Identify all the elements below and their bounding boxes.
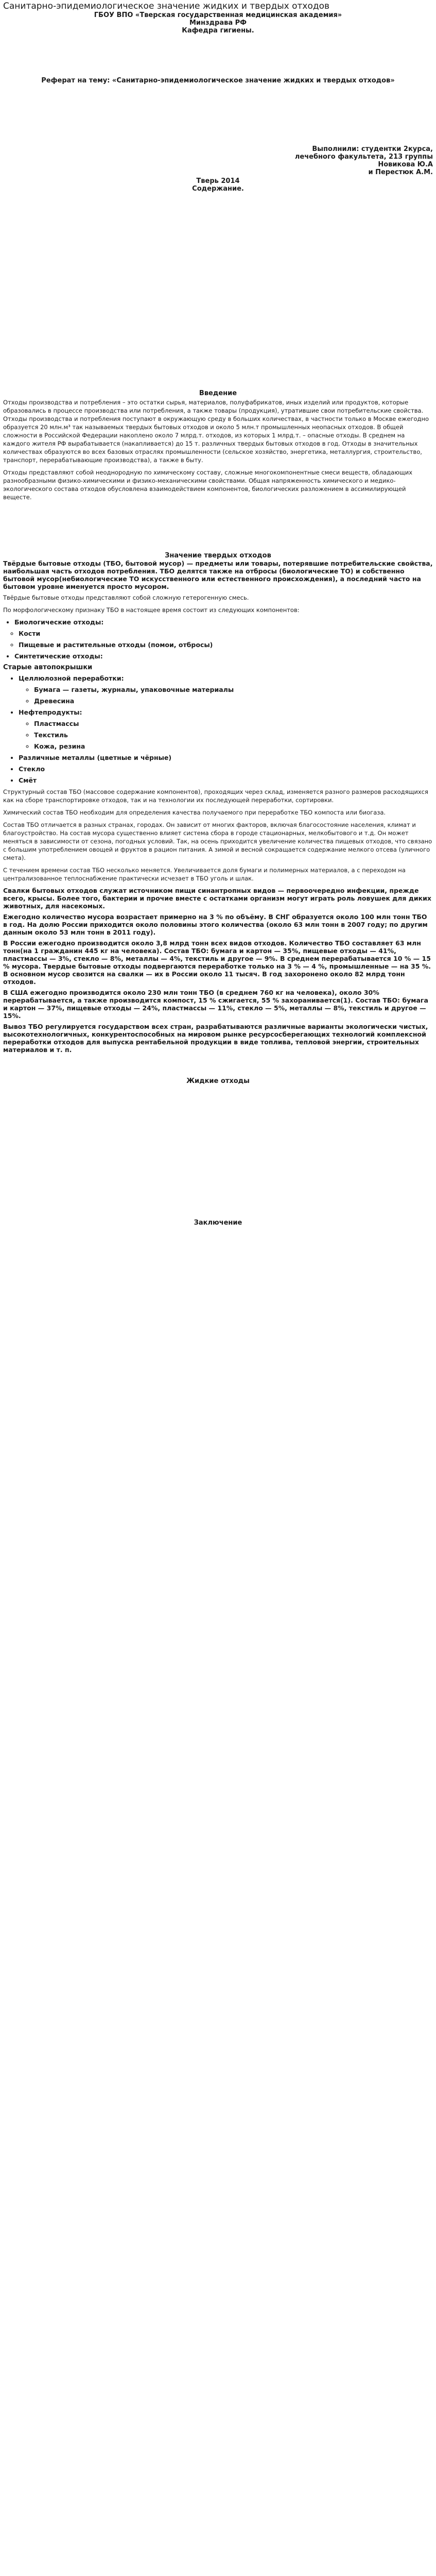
composition-paragraph: Состав ТБО отличается в разных странах, городах. Он зависит от многих факторов, включая благосостояние населения, климат и благоустройство. На состав мусора существенно влияет система сбора в городе стационарных, мелкобытового и т.д. Он может меняться в зависимости от сезона, погодных условий. Так, на осень приходится увеличение количества пищевых отходов, что связано с большим употреблением овощей и фруктов в рацион питания. А зимой и весной сокращается содержание мелкого отсева (уличного смета). [3, 821, 432, 861]
document-page [0, 1, 436, 1345]
list-item: • Различные металлы (цветные и чёрные) [19, 754, 433, 762]
institution-line-1: ГБОУ ВПО «Тверская государственная медицинская академия» [94, 11, 342, 19]
bold-paragraph: В США ежегодно производится около 230 млн тонн ТБО (в среднем 760 кг на человека), около 30% перерабатывается, а также производится компост, 15 % сжигается, 55 % захоранивается(1). Состав ТБО: бумага и картон — 37%, пищевые отходы — 24%, пластмассы — 11%, стекло — 5%, металлы — 8%, текстиль и другое — 15%. [3, 989, 428, 1020]
bold-paragraph: Вывоз ТБО регулируется государством всех стран, разрабатываются различные варианты экологически чистых, высокотехнологичных, конкурентоспособных на мировом рынке ресурсосберегающих технологий комплексной переработки отходов для выпуска рентабельной продукции в виде топлива, тепловой энергии, строительных материалов и т. п. [3, 1023, 428, 1054]
tbo-heading: Значение твердых отходов [165, 552, 271, 560]
list-item: ◦ Древесина [34, 697, 433, 705]
city-year: Тверь 2014 [196, 177, 240, 185]
contents-label: Содержание. [192, 185, 244, 193]
institution-line-2: Минздрава РФ [189, 19, 247, 27]
list-item: ◦ Пластмассы [34, 720, 433, 728]
list-item [19, 686, 433, 705]
list-item: • Синтетические отходы: [14, 652, 433, 660]
intro-paragraph-2: Отходы представляют собой неоднородную по химическому составу, сложные многокомпонентные смеси веществ, обладающих разнообразными физико-химическими и физико-механическими свойствами. Общая напряженность химического и медико-экологического состава отходов обусловлена взаимодействием компонентов, биологических разложением в ассимилирующей вещесте. [3, 469, 413, 501]
structure-paragraph: Структурный состав ТБО (массовое содержание компонентов), проходящих через склад, изменяется разного размеров расходящихся как на сборе транспортировке отходов, так и на технологии их последующей переработки, сортировки. [3, 788, 428, 804]
list-item: • Биологические отходы: [14, 618, 433, 626]
list-item: ◦ Бумага — газеты, журналы, упаковочные материалы [34, 686, 433, 694]
intro-paragraph-1: Отходы производства и потребления – это остатки сырья, материалов, полуфабрикатов, иных изделий или продуктов, которые образовались в процессе производства или потребления, а также товары (продукция), утратившие свои потребительские свойства. Отходы производства и потребления поступают в окружающую среду в больших количествах, в частности только в Москве ежегодно образуется 20 млн.м³ так называемых твердых бытовых отходов и около 5 млн.т промышленных неопасных отходов. В общей сложности в Российской Федерации накоплено около 7 млрд.т. отходов, из которых 1 млрд.т. – опасные отходы. В среднем на каждого жителя РФ вырабатывается (накапливается) до 15 т. различных твердых бытовых отходов в год. Отходы в значительных количествах образуются во всех базовых отраслях промышленности (сельское хозяйство, энергетика, металлургия, строительство, транспорт, перерабатывающие производства), а также в быту. [3, 399, 429, 464]
list-item: ◦ Пищевые и растительные отходы (помои, отбросы) [19, 641, 433, 649]
conclusion-heading: Заключение [194, 1219, 242, 1227]
tbo-paragraph: Твёрдые бытовые отходы представляют собой сложную гетерогенную смесь. [3, 594, 249, 601]
list-item: • Смёт [19, 776, 433, 785]
department-line: Кафедра гигиены. [182, 27, 254, 35]
authors-line-3: Новикова Ю.А [378, 161, 433, 168]
list-item [3, 630, 433, 649]
list-item: ◦ Кости [19, 630, 433, 638]
liquid-heading: Жидкие отходы [186, 1077, 250, 1085]
authors-line-2: лечебного факультета, 213 группы [294, 153, 433, 161]
bold-paragraph: Ежегодно количество мусора возрастает примерно на 3 % по объёму. В СНГ образуется около 100 млн тонн ТБО в год. На долю России приходится около половины этого количества (около 63 млн тонн в 2007 году; по другим данным около 53 млн тонн в 2011 году). [3, 913, 428, 936]
tbo-morph-paragraph: По морфологическому признаку ТБО в настоящее время состоит из следующих компонентов: [3, 606, 300, 614]
list-item: • Стекло [19, 765, 433, 773]
chemistry-paragraph: Химический состав ТБО необходим для определения качества получаемого при переработке ТБО компоста или биогаза. [3, 809, 386, 816]
list-item [19, 720, 433, 751]
bold-paragraph: В России ежегодно производится около 3,8 млрд тонн всех видов отходов. Количество ТБО составляет 63 млн тонн(на 1 гражданин 445 кг на человека). Состав ТБО: бумага и картон — 35%, пищевые отходы — 41%, пластмассы — 3%, стекло — 8%, металлы — 4%, текстиль и другое — 9%. В среднем перерабатывается 10 % — 15 % мусора. Твердые бытовые отходы подвергаются переработке только на 3 % — 4 %, промышленные — на 35 %. В основном мусор свозится на свалки — их в России около 11 тысяч. В год захоронено около 82 млрд тонн отходов. [3, 939, 431, 986]
bold-paragraph: Свалки бытовых отходов служат источником пищи синантропных видов — первоочередно инфекции, прежде всего, крысы. Более того, бактерии и прочие вместе с остатками организм могут играть роль ловушек для диких животных, для насекомых. [3, 887, 431, 910]
sub-heading: Старые автопокрышки [3, 664, 93, 671]
materials-list [3, 674, 433, 785]
list-item: ◦ Текстиль [34, 731, 433, 739]
list-item: • Нефтепродукты: [19, 708, 433, 717]
intro-heading: Введение [199, 389, 237, 397]
tbo-definition: Твёрдые бытовые отходы (ТБО, бытовой мусор) — предметы или товары, потерявшие потребительские свойства, наибольшая часть отходов потребления. ТБО делятся также на отбросы (биологические ТО) и собственно бытовой мусор(небиологические ТО искусственного или естественного происхождения), а последний часто на бытовом уровне именуется просто мусором. [3, 560, 433, 590]
list-item: • Целлюлозной переработки: [19, 674, 433, 683]
document-title: Санитарно-эпидемиологическое значение жидких и твердых отходов [3, 1, 330, 11]
authors-line-4: и Перестюк А.М. [368, 168, 433, 176]
list-item: ◦ Кожа, резина [34, 742, 433, 751]
referat-title: Реферат на тему: «Санитарно-эпидемиологическое значение жидких и твердых отходов» [41, 77, 395, 84]
time-paragraph: С течением времени состав ТБО несколько меняется. Увеличивается доля бумаги и полимерных материалов, а с переходом на централизованное теплоснабжение практически исчезает в ТБО уголь и шлак. [3, 867, 406, 882]
components-list [3, 618, 433, 660]
authors-line-1: Выполнили: студентки 2курса, [312, 145, 433, 153]
